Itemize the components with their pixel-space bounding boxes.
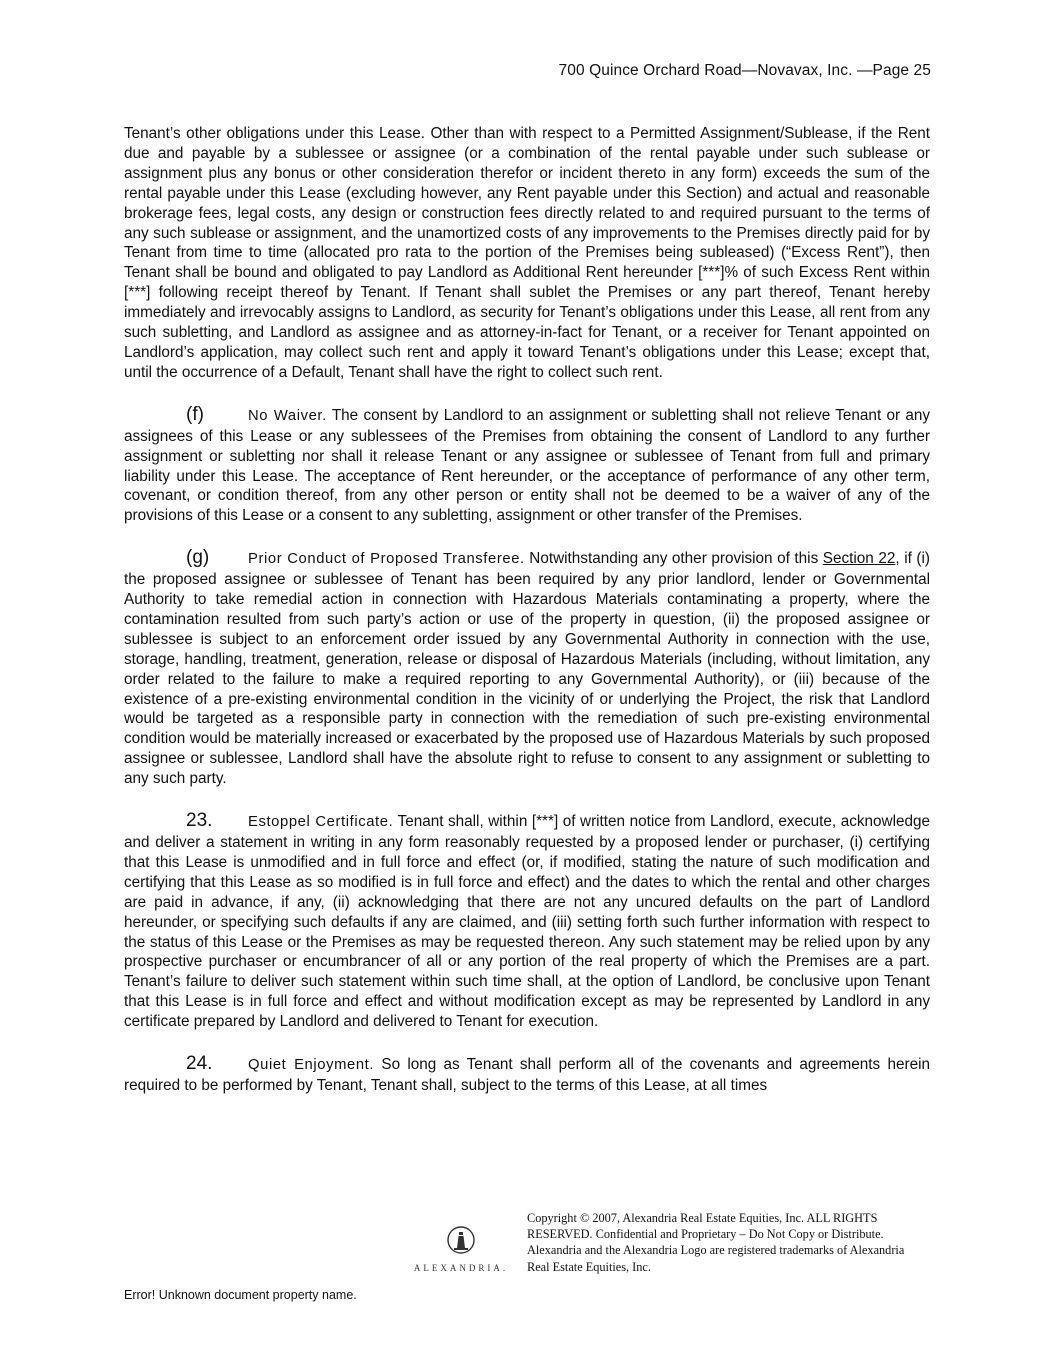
section-title: Prior Conduct of Proposed Transferee. [248,551,525,568]
section-24 [124,1054,930,1096]
alexandria-logo [406,1226,516,1273]
paragraph-continuation: Tenant’s other obligations under this Lease. Other than with respect to a Permitted Assignment/Sublease, if the Rent due and payable by a sublessee or assignee (or a combination of the rental payable under such sublease or assignment plus any bonus or other consideration therefor or incident thereto in any form) exceeds the sum of the rental payable under this Lease (excluding however, any Rent payable under this Section) and actual and reasonable brokerage fees, legal costs, any design or construction fees directly related to and required pursuant to the terms of any such sublease or assignment, and the unamortized costs of any improvements to the Premises directly paid for by Tenant from time to time (allocated pro rata to the portion of the Premises being subleased) (“Excess Rent”), then Tenant shall be bound and obligated to pay Landlord as Additional Rent hereunder [***]% of such Excess Rent within [***] following receipt thereof by Tenant. If Tenant shall sublet the Premises or any part thereof, Tenant hereby immediately and irrevocably assigns to Landlord, as security for Tenant’s obligations under this Lease, all rent from any such subletting, and Landlord as assignee and as attorney-in-fact for Tenant, or a receiver for Tenant appointed on Landlord’s application, may collect such rent and apply it toward Tenant’s obligations under this Lease; except that, until the occurrence of a Default, Tenant shall have the right to collect such rent. [124,125,930,381]
section-title: No Waiver. [248,407,327,424]
section-number: (g) [186,547,210,569]
page-header: 700 Quince Orchard Road—Novavax, Inc. —Page 25 [558,62,931,79]
error-label: Error! [124,1288,156,1302]
logo-wordmark: ALEXANDRIA. [413,1263,509,1273]
section-number: 23. [186,810,213,832]
section-reference: Section 22 [822,550,896,568]
section-text: The consent by Landlord to an assignment or subletting shall not relieve Tenant or any assignees of this Lease or any sublessees of the Premises from obtaining the consent of Landlord to any further assignment or subletting nor shall it release Tenant or any assignee or sublessee of Tenant from full and primary liability under this Lease. The acceptance of Rent hereunder, or the acceptance of performance of any other term, covenant, or condition thereof, from any other person or entity shall not be deemed to be a waiver of any of the provisions of this Lease or a consent to any subletting, assignment or other transfer of the Premises. [124,406,930,525]
section-text: Tenant shall, within [***] of written notice from Landlord, execute, acknowledge and deliver a statement in writing in any form reasonably requested by a proposed lender or purchaser, (i) certifying that this Lease is unmodified and in full force and effect (or, if modified, stating the nature of such modification and certifying that this Lease as so modified is in full force and effect) and the dates to which the rental and other charges are paid in advance, if any, (ii) acknowledging that there are not any uncured defaults on the part of Landlord hereunder, or specifying such defaults if any are claimed, and (iii) setting forth such further information with respect to the status of this Lease or the Premises as may be requested thereon. Any such statement may be relied upon by any prospective purchaser or encumbrancer of all or any portion of the real property of which the Premises are a part. Tenant’s failure to deliver such statement within such time shall, at the option of Landlord, be conclusive upon Tenant that this Lease is in full force and effect and without modification except as may be represented by Landlord in any certificate prepared by Landlord and delivered to Tenant for execution. [124,813,931,1031]
section-number: (f) [186,403,204,425]
section-g [124,548,930,789]
error-text: Unknown document property name. [155,1288,357,1302]
section-23 [124,811,930,1032]
section-text: So long as Tenant shall perform all of the covenants and agreements herein required to be performed by Tenant, Tenant shall, subject to the terms of this Lease, at all times [124,1056,930,1094]
section-f [124,405,930,526]
document-body [124,124,930,1118]
section-text: Notwithstanding any other provision of this [524,550,823,568]
lighthouse-icon [444,1226,478,1256]
copyright-notice: Copyright © 2007, Alexandria Real Estate Equities, Inc. ALL RIGHTS RESERVED. Confidential and Proprietary – Do Not Copy or Distribute. Alexandria and the Alexandria Logo are registered trademarks of Alexandria Real Estate Equities, Inc. [527,1211,905,1274]
section-title: Quiet Enjoyment. [248,1057,375,1074]
section-number: 24. [186,1053,213,1075]
section-text: , if (i) the proposed assignee or sublessee of Tenant has been required by any prior landlord, lender or Governmental Authority to take remedial action in connection with Hazardous Materials contaminating a property, where the contamination resulted from such party’s action or use of the property in question, (ii) the proposed assignee or sublessee is subject to an enforcement order issued by any Governmental Authority in connection with the use, storage, handling, treatment, generation, release or disposal of Hazardous Materials (including, without limitation, any order related to the failure to make a required reporting to any Governmental Authority), or (iii) because of the existence of a pre-existing environmental condition in the vicinity of or underlying the Project, the risk that Landlord would be targeted as a responsible party in connection with the remediation of such pre-existing environmental condition would be materially increased or exacerbated by the proposed use of Hazardous Materials by such proposed assignee or sublessee, Landlord shall have the absolute right to refuse to consent to any assignment or subletting to any such party. [124,550,930,788]
footer-error [124,1288,357,1302]
section-title: Estoppel Certificate. [248,814,394,831]
